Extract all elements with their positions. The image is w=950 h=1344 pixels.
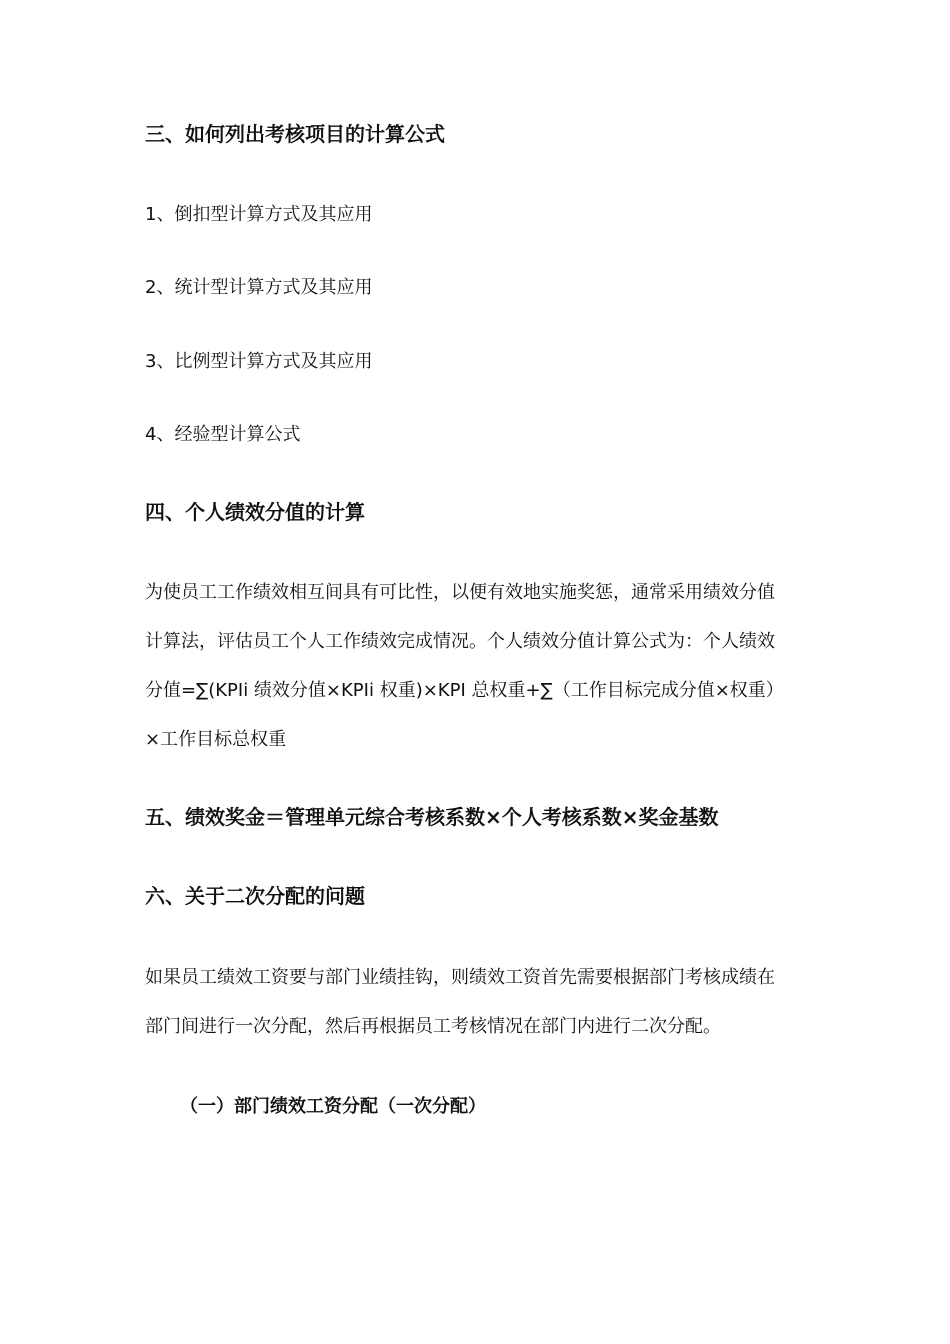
list-item-4: 4、经验型计算公式 [145, 424, 301, 445]
list-item-3: 3、比例型计算方式及其应用 [145, 351, 373, 372]
paragraph-line: ×工作目标总权重 [145, 729, 287, 750]
paragraph-line: 部门间进行一次分配，然后再根据员工考核情况在部门内进行二次分配。 [145, 1016, 721, 1037]
heading-section-5: 五、绩效奖金＝管理单元综合考核系数×个人考核系数×奖金基数 [145, 805, 719, 829]
heading-section-4: 四、个人绩效分值的计算 [145, 500, 365, 524]
heading-section-6: 六、关于二次分配的问题 [145, 884, 365, 908]
paragraph-line: 如果员工绩效工资要与部门业绩挂钩，则绩效工资首先需要根据部门考核成绩在 [145, 967, 775, 988]
paragraph-section-4 [145, 568, 815, 764]
paragraph-line: 为使员工工作绩效相互间具有可比性，以便有效地实施奖惩，通常采用绩效分值 [145, 582, 775, 603]
paragraph-section-6 [145, 953, 815, 1051]
list-item-1: 1、倒扣型计算方式及其应用 [145, 204, 373, 225]
subheading-1: （一）部门绩效工资分配（一次分配） [180, 1096, 486, 1117]
paragraph-line: 分值=∑(KPIi 绩效分值×KPIi 权重)×KPI 总权重+∑（工作目标完成分值×权重） [145, 680, 784, 701]
heading-section-3: 三、如何列出考核项目的计算公式 [145, 122, 445, 146]
paragraph-line: 计算法，评估员工个人工作绩效完成情况。个人绩效分值计算公式为：个人绩效 [145, 631, 775, 652]
list-item-2: 2、统计型计算方式及其应用 [145, 277, 373, 298]
